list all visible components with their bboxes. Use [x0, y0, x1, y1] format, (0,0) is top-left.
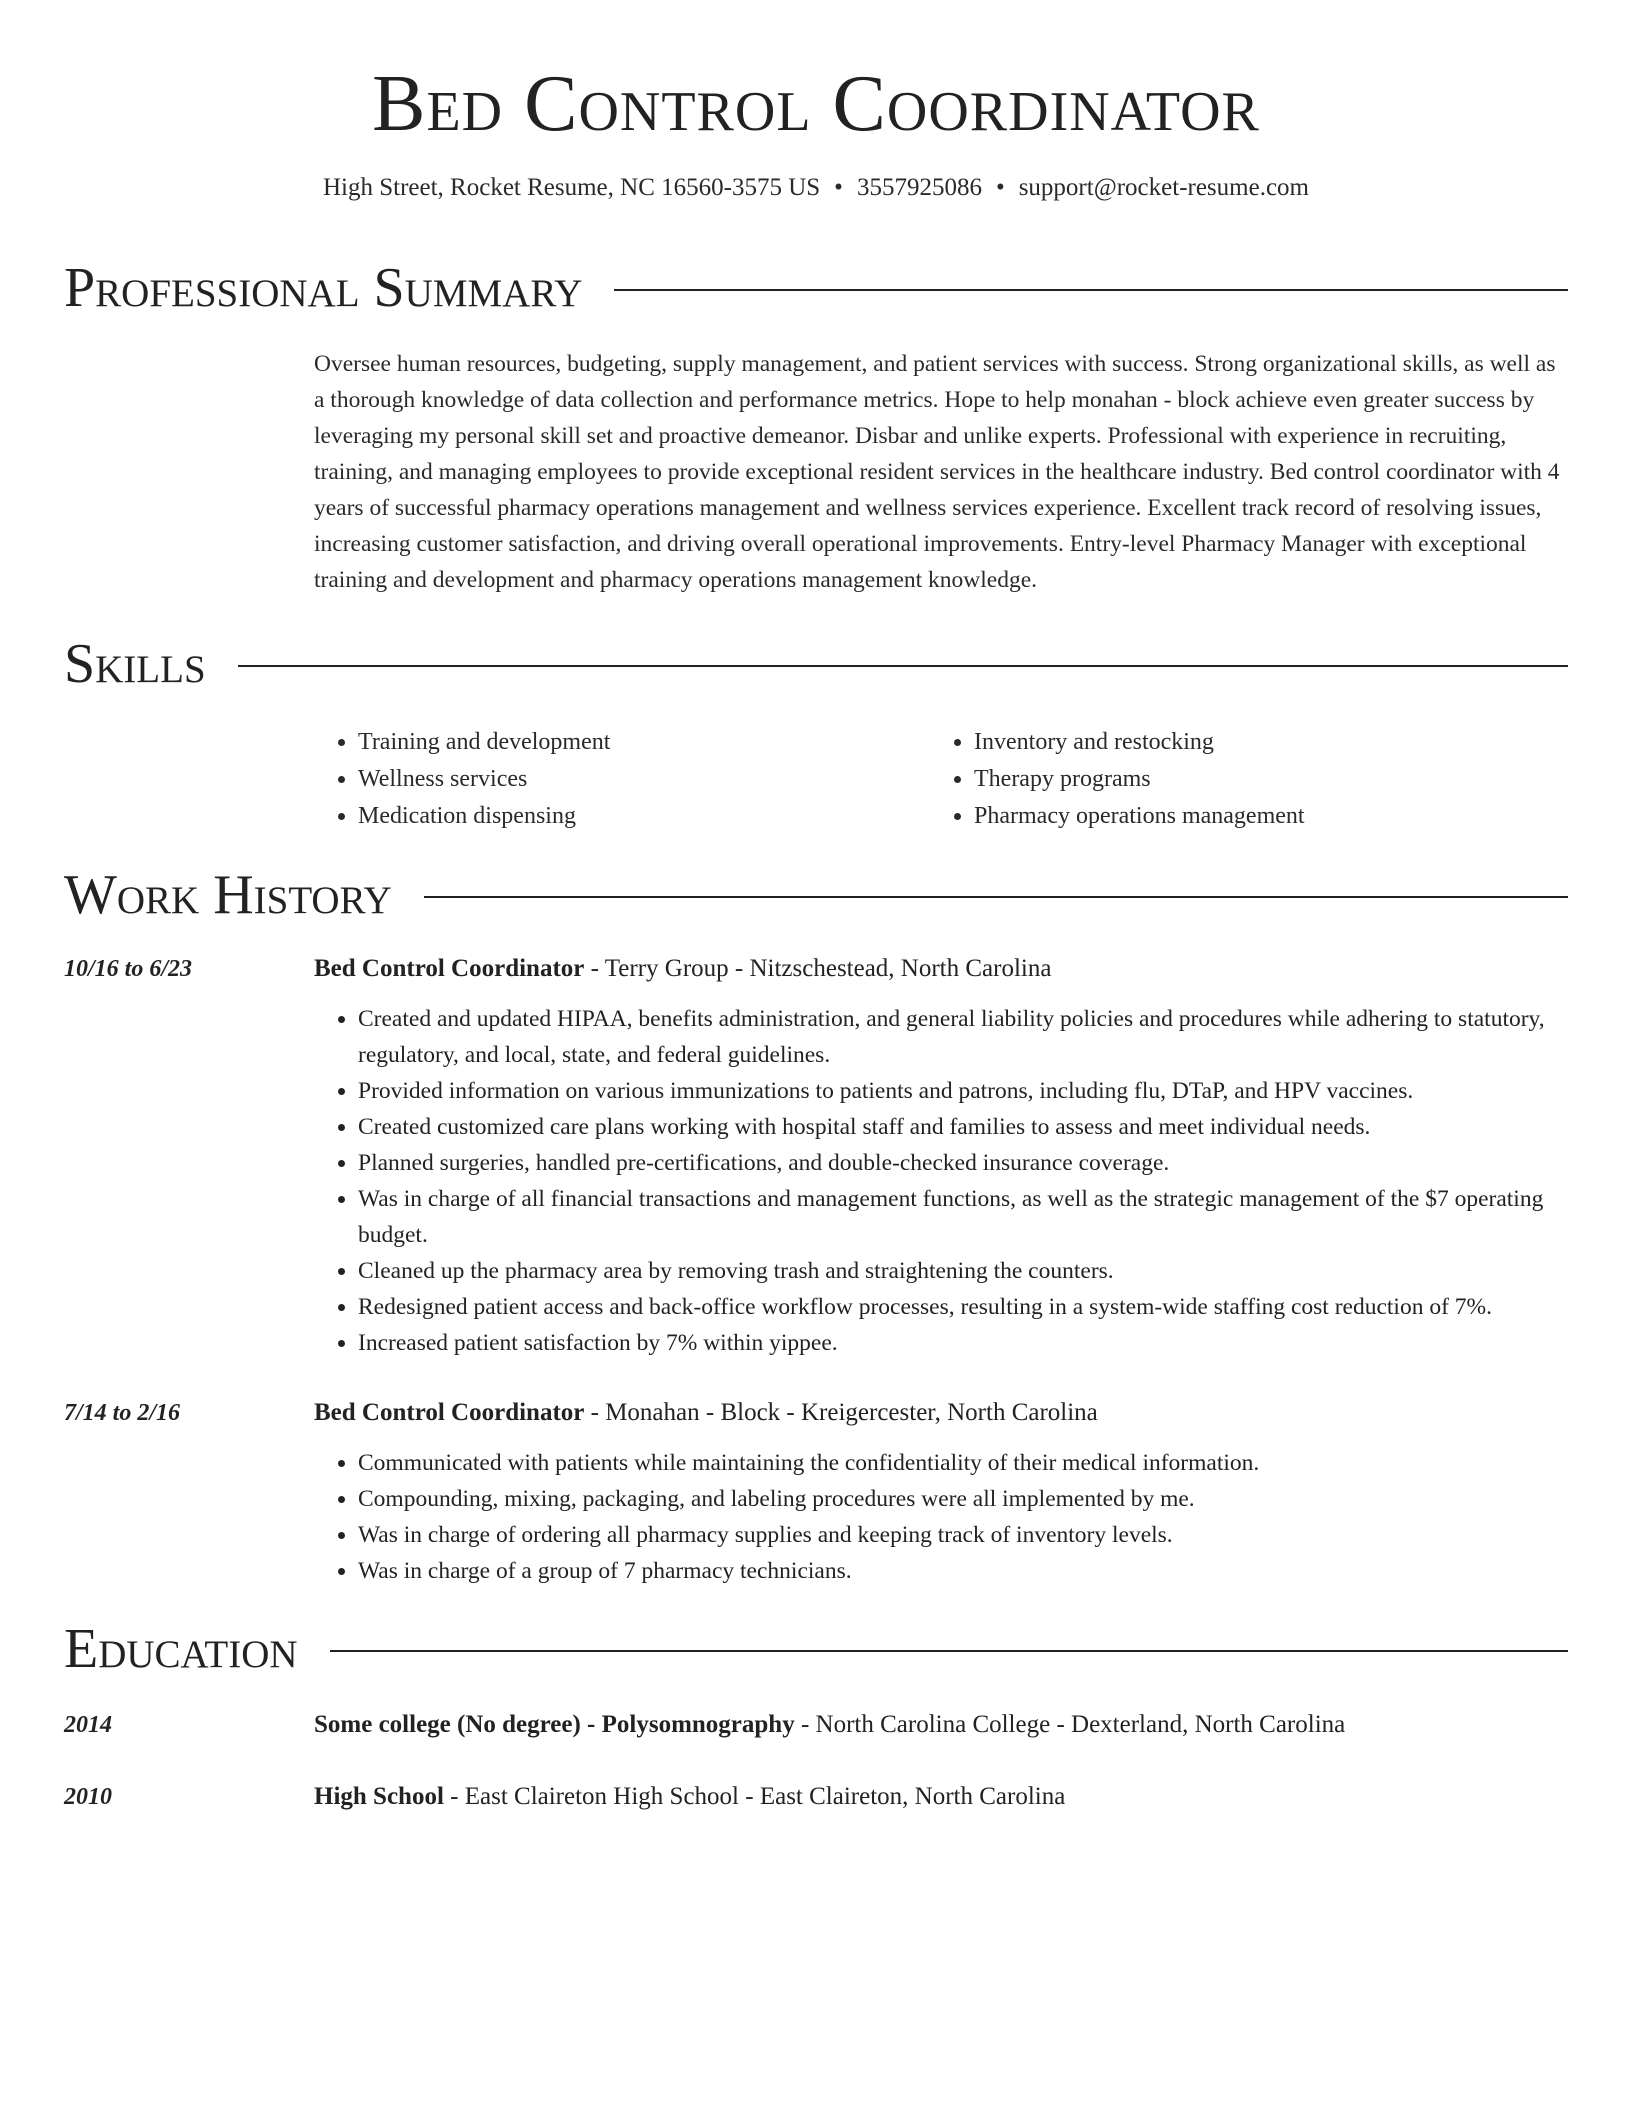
job-title: Bed Control Coordinator — [314, 1399, 585, 1426]
job-bullet: • Communicated with patients while maintaining the confidentiality of their medical information. — [358, 1445, 1568, 1481]
job-bullet: • Redesigned patient access and back-office workflow processes, resulting in a system-wide staffing cost reduction of 7%. — [358, 1289, 1568, 1325]
job-bullet: • Was in charge of ordering all pharmacy supplies and keeping track of inventory levels. — [358, 1517, 1568, 1553]
education-details: - North Carolina College - Dexterland, North Carolina — [794, 1711, 1346, 1738]
skills-column-left — [314, 724, 930, 835]
contact-separator: • — [834, 174, 843, 201]
skills-heading: Skills — [64, 633, 206, 695]
education-year: 2014 — [64, 1712, 112, 1738]
education-content — [314, 1707, 1568, 1743]
job-bullets — [314, 1001, 1568, 1361]
skills-list — [314, 724, 1568, 835]
skills-column-right — [930, 724, 1546, 835]
job-bullet: • Created customized care plans working with hospital staff and families to assess and meet individual needs. — [358, 1109, 1568, 1145]
education-degree: High School — [314, 1783, 444, 1810]
education-entry — [64, 1779, 1568, 1815]
education-heading: Education — [64, 1618, 298, 1680]
skill-item: • Therapy programs — [974, 761, 1546, 798]
contact-email[interactable]: support@rocket-resume.com — [1018, 174, 1309, 201]
section-divider — [424, 896, 1568, 898]
skill-item: • Wellness services — [358, 761, 930, 798]
job-entry — [64, 1395, 1568, 1589]
contact-separator: • — [995, 174, 1005, 201]
summary-heading: Professional Summary — [64, 257, 583, 319]
job-content — [314, 1395, 1568, 1589]
education-content — [314, 1779, 1568, 1815]
job-bullet: • Provided information on various immunizations to patients and patrons, including flu, DTaP, and HPV vaccines. — [358, 1073, 1568, 1109]
skill-item: • Medication dispensing — [358, 798, 930, 835]
job-content — [314, 951, 1568, 1361]
contact-phone: 3557925086 — [856, 174, 982, 201]
education-title-line — [314, 1707, 1568, 1743]
job-bullet: • Was in charge of a group of 7 pharmacy technicians. — [358, 1553, 1568, 1589]
job-details: - Terry Group - Nitzschestead, North Carolina — [584, 955, 1052, 982]
summary-text: Oversee human resources, budgeting, supply management, and patient services with success. Strong organizational skills, as well as a thorough knowledge of data collection and performance metrics. Hope to help monahan - block achieve even greater success by leveraging my personal skill set and proactive demeanor. Disbar and unlike experts. Professional with experience in recruiting, training, and managing employees to provide exceptional resident services in the healthcare industry. Bed control coordinator with 4 years of successful pharmacy operations management and wellness services experience. Excellent track record of resolving issues, increasing customer satisfaction, and driving overall operational improvements. Entry-level Pharmacy Manager with exceptional training and development and pharmacy operations management knowledge. — [314, 351, 1560, 593]
job-bullet: • Planned surgeries, handled pre-certifications, and double-checked insurance coverage. — [358, 1145, 1568, 1181]
job-bullet: • Was in charge of all financial transactions and management functions, as well as the strategic management of the $7 operating budget. — [358, 1181, 1568, 1253]
education-title-line — [314, 1779, 1568, 1815]
page-title: Bed Control Coordinator — [372, 60, 1260, 148]
education-section-header — [64, 1617, 1568, 1681]
skills-section-header — [64, 632, 1568, 696]
education-degree: Some college (No degree) - Polysomnography — [314, 1711, 795, 1738]
job-bullet: • Compounding, mixing, packaging, and labeling procedures were all implemented by me. — [358, 1481, 1568, 1517]
job-title: Bed Control Coordinator — [314, 955, 585, 982]
summary-section-header — [64, 256, 1568, 320]
job-details: - Monahan - Block - Kreigercester, North Carolina — [584, 1399, 1098, 1426]
skill-item: • Training and development — [358, 724, 930, 761]
education-details: - East Claireton High School - East Claireton, North Carolina — [443, 1783, 1066, 1810]
contact-address: High Street, Rocket Resume, NC 16560-3575 US — [322, 174, 821, 201]
section-divider — [330, 1650, 1568, 1652]
education-entry — [64, 1707, 1568, 1743]
work-section-header — [64, 863, 1568, 927]
section-divider — [614, 289, 1568, 291]
job-bullet: • Cleaned up the pharmacy area by removing trash and straightening the counters. — [358, 1253, 1568, 1289]
education-year: 2010 — [64, 1784, 112, 1810]
job-bullets — [314, 1445, 1568, 1589]
section-divider — [238, 665, 1568, 667]
job-bullet: • Increased patient satisfaction by 7% within yippee. — [358, 1325, 1568, 1361]
skill-item: • Inventory and restocking — [974, 724, 1546, 761]
contact-line — [64, 172, 1568, 204]
skill-item: • Pharmacy operations management — [974, 798, 1546, 835]
work-heading: Work History — [64, 864, 392, 926]
job-entry — [64, 951, 1568, 1361]
job-dates: 10/16 to 6/23 — [64, 956, 193, 982]
job-title-line — [314, 951, 1568, 987]
job-bullet: • Created and updated HIPAA, benefits administration, and general liability policies and procedures while adhering to statutory, regulatory, and local, state, and federal guidelines. — [358, 1001, 1568, 1073]
job-dates: 7/14 to 2/16 — [64, 1400, 181, 1426]
job-title-line — [314, 1395, 1568, 1431]
